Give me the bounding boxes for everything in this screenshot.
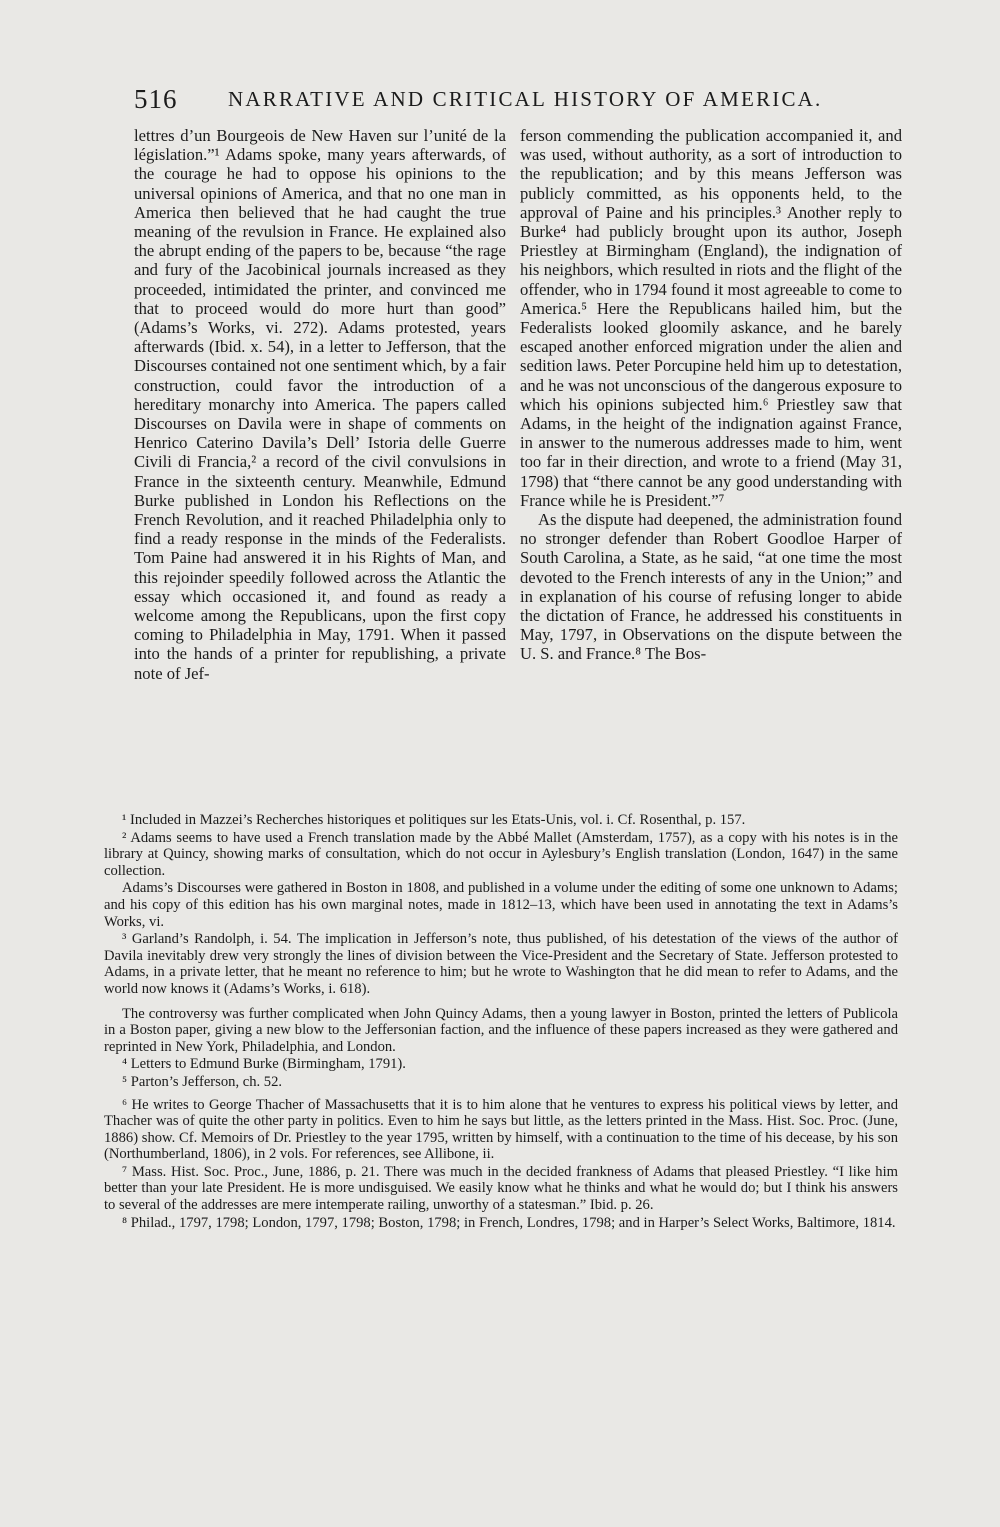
- footnote-6: ⁶ He writes to George Thacher of Massachusetts that it is to him alone that he ventures to express his political views by letter, and Thacher was of quite the other party in politics. Even to him he says but little, as the letters printed in the Mass. Hist. Soc. Proc. (June, 1886) show. Cf. Memoirs of Dr. Priestley to the year 1795, written by himself, with a continuation to the time of his decease, by his son (Northumberland, 1806), in 2 vols. For references, see Allibone, ii.: [104, 1096, 898, 1163]
- footnote-7: ⁷ Mass. Hist. Soc. Proc., June, 1886, p. 21. There was much in the decided frankness of Adams that pleased Priestley. “I like him better than your late President. He is more undisguised. We easily know what he thinks and what he would do; but I think his answers to several of the addresses are mere intemperate railing, unworthy of a statesman.” Ibid. p. 26.: [104, 1163, 898, 1214]
- footnotes: [104, 812, 898, 1232]
- footnote-8: ⁸ Philad., 1797, 1798; London, 1797, 1798; Boston, 1798; in French, Londres, 1798; and in Harper’s Select Works, Baltimore, 1814.: [122, 1214, 896, 1231]
- footnote-3: ³ Garland’s Randolph, i. 54. The implication in Jefferson’s note, thus published, of his detestation of the views of the author of Davila inevitably drew very strongly the lines of division between the Vice-President and the Secretary of State. Jefferson protested to Adams, in a private letter, that he meant no reference to him; but he wrote to Washington that he did mean to refer to Adams, and the world now knows it (Adams’s Works, i. 618).: [104, 931, 898, 997]
- right-column-paragraph-2: As the dispute had deepened, the administration found no stronger defender than Robert Goodloe Harper of South Carolina, a State, as he said, “at one time the most devoted to the French interests of any in the Union;” and in explanation of his course of refusing longer to abide the dictation of France, he addressed his constituents in May, 1797, in Observations on the dispute between the U. S. and France.⁸ The Bos-: [520, 510, 902, 664]
- page-number: 516: [134, 84, 178, 114]
- left-column-paragraph: lettres d’un Bourgeois de New Haven sur l’unité de la législation.”¹ Adams spoke, many years afterwards, of the courage he had to oppose his opinions to the universal opinions of America, and that no one man in America then believed that he had caught the true meaning of the revulsion in France. He explained also the abrupt ending of the papers to be, because “the rage and fury of the Jacobinical journals increased as they proceeded, intimidated the printer, and convinced me that to proceed would do more hurt than good” (Adams’s Works, vi. 272). Adams protested, years afterwards (Ibid. x. 54), in a letter to Jefferson, that the Discourses contained not one sentiment which, by a fair construction, could favor the introduction of a hereditary monarchy into America. The papers called Discourses on Davila were in shape of comments on Henrico Caterino Davila’s Dell’ Istoria delle Guerre Civili di Francia,² a record of the civil convulsions in France in the sixteenth century. Meanwhile, Edmund Burke published in London his Reflections on the French Revolution, and it reached Philadelphia only to find a ready response in the minds of the Federalists. Tom Paine had answered it in his Rights of Man, and this rejoinder speedily followed across the Atlantic the essay which occasioned it, and found as ready a welcome among the Republicans, upon the first copy coming to Philadelphia in May, 1791. When it passed into the hands of a printer for republishing, a private note of Jef-: [134, 126, 506, 683]
- running-head: NARRATIVE AND CRITICAL HISTORY OF AMERICA.: [228, 87, 823, 111]
- footnote-2-continued: Adams’s Discourses were gathered in Boston in 1808, and published in a volume under the editing of some one unknown to Adams; and his copy of this edition has his own marginal notes, made in 1812–13, which have been used in annotating the text in Adams’s Works, vi.: [104, 880, 898, 930]
- right-column-paragraph-1: ferson commending the publication accompanied it, and was used, without authority, as a sort of introduction to the republication; and by this means Jefferson was publicly committed, as his opponents held, to the approval of Paine and his principles.³ Another reply to Burke⁴ had publicly brought upon its author, Joseph Priestley at Birmingham (England), the indignation of his neighbors, which resulted in riots and the flight of the offender, who in 1794 found it most agreeable to come to America.⁵ Here the Republicans hailed him, but the Federalists looked gloomily askance, and he barely escaped another enforced migration under the alien and sedition laws. Peter Porcupine held him up to detestation, and he was not unconscious of the dangerous exposure to which his opinions subjected him.⁶ Priestley saw that Adams, in the height of the indignation against France, in answer to the numerous addresses made to him, went too far in their direction, and wrote to a friend (May 31, 1798) that “there cannot be any good understanding with France while he is President.”⁷: [520, 126, 902, 510]
- right-column: [520, 126, 902, 664]
- footnote-1: ¹ Included in Mazzei’s Recherches historiques et politiques sur les Etats-Unis, vol. i. Cf. Rosenthal, p. 157.: [122, 812, 746, 828]
- footnote-3-continued: The controversy was further complicated when John Quincy Adams, then a young lawyer in Boston, printed the letters of Publicola in a Boston paper, giving a new blow to the Jeffersonian faction, and the influence of these papers increased as they were gathered and reprinted in New York, Philadelphia, and London.: [104, 1005, 898, 1055]
- footnote-4: ⁴ Letters to Edmund Burke (Birmingham, 1791).: [122, 1056, 406, 1073]
- footnote-5: ⁵ Parton’s Jefferson, ch. 52.: [122, 1073, 283, 1090]
- page-header: [134, 84, 904, 120]
- left-column: [134, 126, 506, 683]
- footnote-2: ² Adams seems to have used a French translation made by the Abbé Mallet (Amsterdam, 1757), as a copy with his notes is in the library at Quincy, showing marks of consultation, which do not occur in Aylesbury’s English translation (London, 1647) in the same collection.: [104, 829, 898, 879]
